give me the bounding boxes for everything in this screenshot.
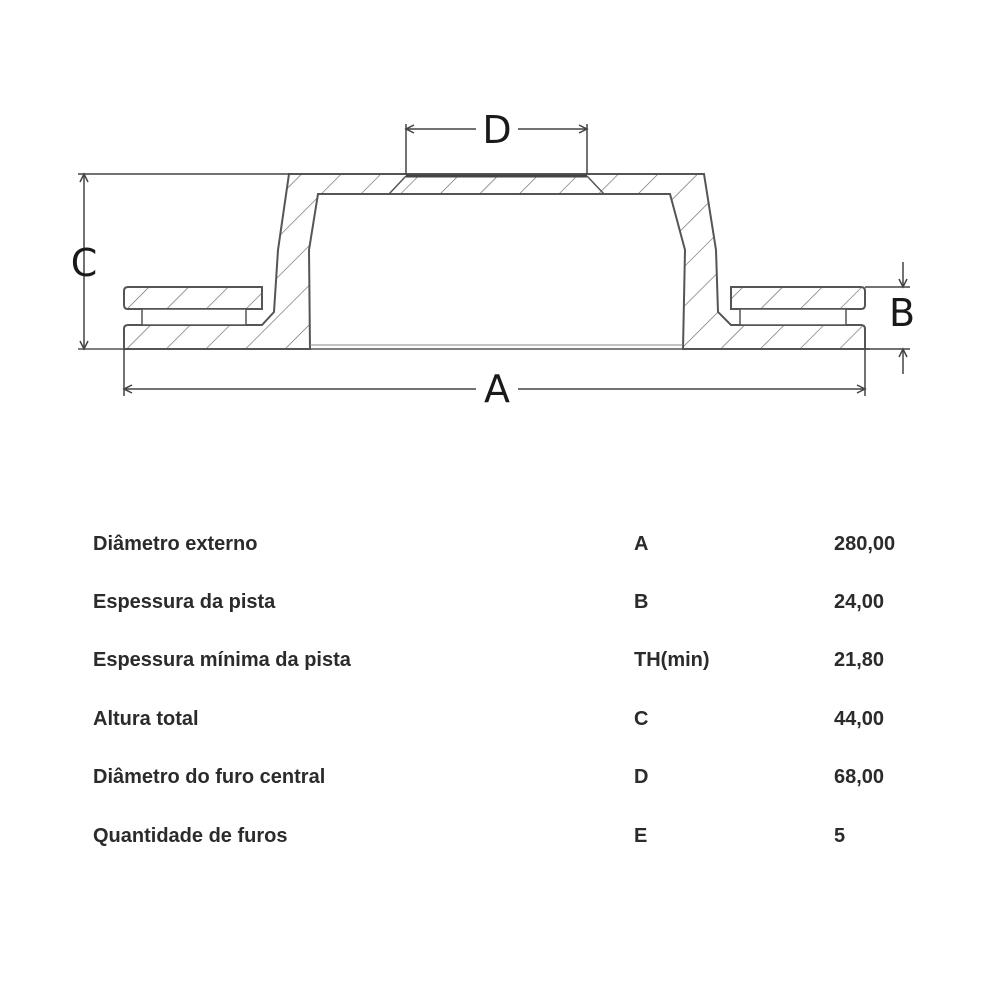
spec-code: TH(min)	[634, 649, 710, 672]
spec-label: Espessura da pista	[93, 591, 276, 614]
dimension-label-b: B	[888, 291, 916, 335]
spec-value: 280,00	[834, 532, 896, 555]
right-outer-ring-section	[731, 287, 865, 309]
table-row	[93, 515, 923, 573]
spec-code: C	[634, 707, 649, 730]
brake-disc-cross-section-diagram	[0, 0, 1000, 450]
spec-code: D	[634, 766, 649, 789]
table-row	[93, 807, 923, 865]
right-vent-gap	[740, 309, 846, 325]
spec-code: E	[634, 824, 648, 847]
spec-label: Espessura mínima da pista	[93, 649, 351, 672]
dimension-label-d: D	[482, 108, 512, 152]
spec-code: A	[634, 532, 649, 555]
spec-label: Diâmetro externo	[93, 532, 258, 555]
spec-value: 21,80	[834, 649, 885, 672]
spec-label: Quantidade de furos	[93, 824, 288, 847]
spec-code: B	[634, 591, 649, 614]
spec-value: 24,00	[834, 591, 885, 614]
spec-value: 5	[834, 824, 846, 847]
left-outer-ring-section	[124, 287, 262, 309]
dimension-label-c: C	[70, 241, 98, 285]
spec-label: Diâmetro do furo central	[93, 766, 326, 789]
dimension-label-a: A	[484, 367, 510, 411]
table-row	[93, 632, 923, 690]
spec-value: 68,00	[834, 766, 885, 789]
left-vent-gap	[142, 309, 246, 325]
table-row	[93, 573, 923, 631]
table-row	[93, 690, 923, 748]
spec-label: Altura total	[93, 707, 199, 730]
spec-value: 44,00	[834, 707, 885, 730]
table-row	[93, 749, 923, 807]
spec-table	[93, 515, 923, 865]
